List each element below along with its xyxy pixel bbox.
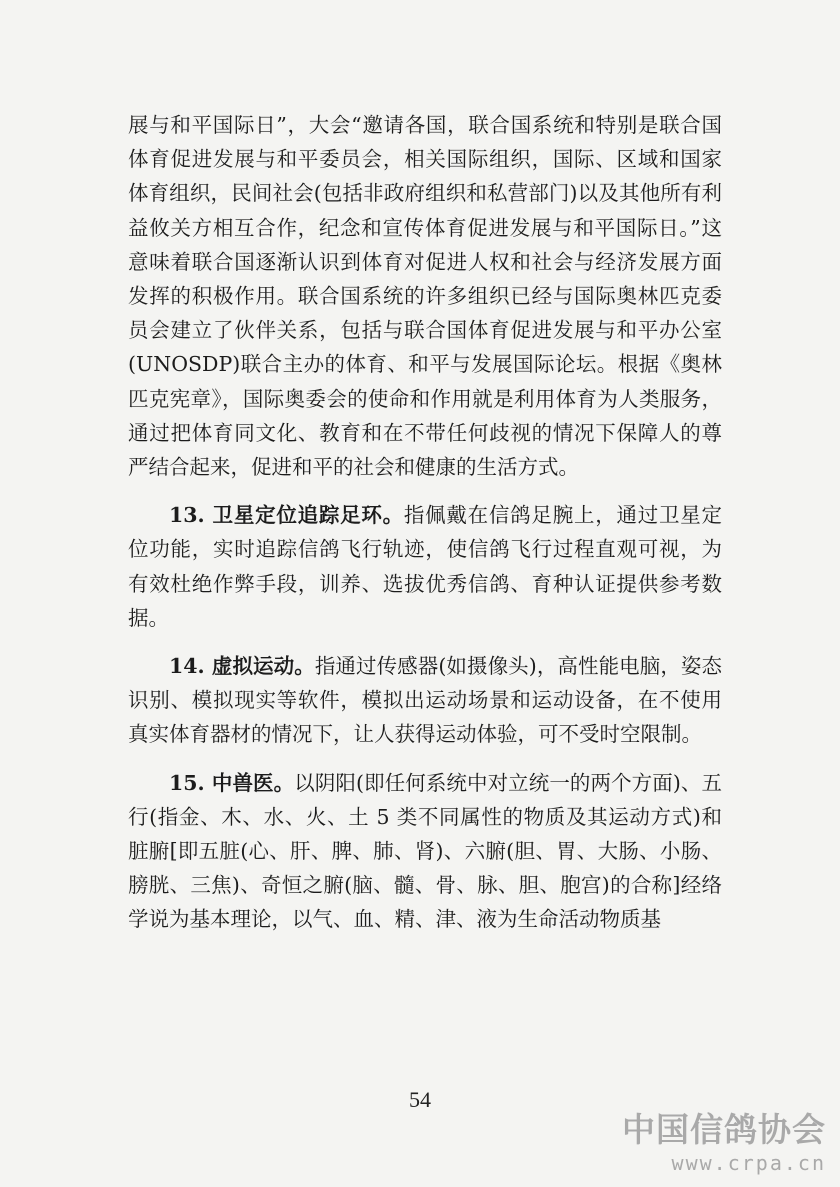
paragraph-text: 指佩戴在信鸽足腕上，通过卫星定位功能，实时追踪信鸽飞行轨迹，使信鸽飞行过程直观可视，为有效杜绝作弊手段，训养、选拔优秀信鸽、育种认证提供参考数据。 — [128, 503, 722, 630]
watermark — [596, 1110, 826, 1176]
watermark-url: www.crpa.cn — [671, 1151, 826, 1175]
watermark-title: 中国信鸽协会 — [622, 1110, 826, 1149]
paragraph-chinese-veterinary — [128, 766, 722, 937]
paragraph-satellite-leg-ring — [128, 498, 722, 635]
paragraph-continuation — [128, 108, 722, 484]
term-heading: 15. 中兽医。 — [169, 770, 295, 795]
page-number: 54 — [409, 1087, 431, 1112]
paragraph-text: 以阴阳(即任何系统中对立统一的两个方面)、五行(指金、木、水、火、土 5 类不同属性的物质及其运动方式)和脏腑[即五脏(心、肝、脾、肺、肾)、六腑(胆、胃、大肠、小肠、膀胱、三焦)、奇恒之腑(脑、髓、骨、脉、胆、胞宫)的合称]经络学说为基本理论，以气、血、精、津、液为生命活动物质基 — [128, 770, 722, 932]
paragraph-text: 展与和平国际日”，大会“邀请各国，联合国系统和特别是联合国体育促进发展与和平委员会，相关国际组织，国际、区域和国家体育组织，民间社会(包括非政府组织和私营部门)以及其他所有利益攸关方相互合作，纪念和宣传体育促进发展与和平国际日。”这意味着联合国逐渐认识到体育对促进人权和社会与经济发展方面发挥的积极作用。联合国系统的许多组织已经与国际奥林匹克委员会建立了伙伴关系，包括与联合国体育促进发展与和平办公室(UNOSDP)联合主办的体育、和平与发展国际论坛。根据《奥林匹克宪章》，国际奥委会的使命和作用就是利用体育为人类服务，通过把体育同文化、教育和在不带任何歧视的情况下保障人的尊严结合起来，促进和平的社会和健康的生活方式。 — [128, 113, 722, 480]
paragraph-text: 指通过传感器(如摄像头)，高性能电脑，姿态识别、模拟现实等软件，模拟出运动场景和运动设备，在不使用真实体育器材的情况下，让人获得运动体验，可不受时空限制。 — [128, 654, 722, 747]
body-text — [128, 108, 722, 937]
paragraph-virtual-sports — [128, 649, 722, 752]
term-heading: 14. 虚拟运动。 — [169, 654, 315, 679]
term-heading: 13. 卫星定位追踪足环。 — [169, 503, 404, 528]
